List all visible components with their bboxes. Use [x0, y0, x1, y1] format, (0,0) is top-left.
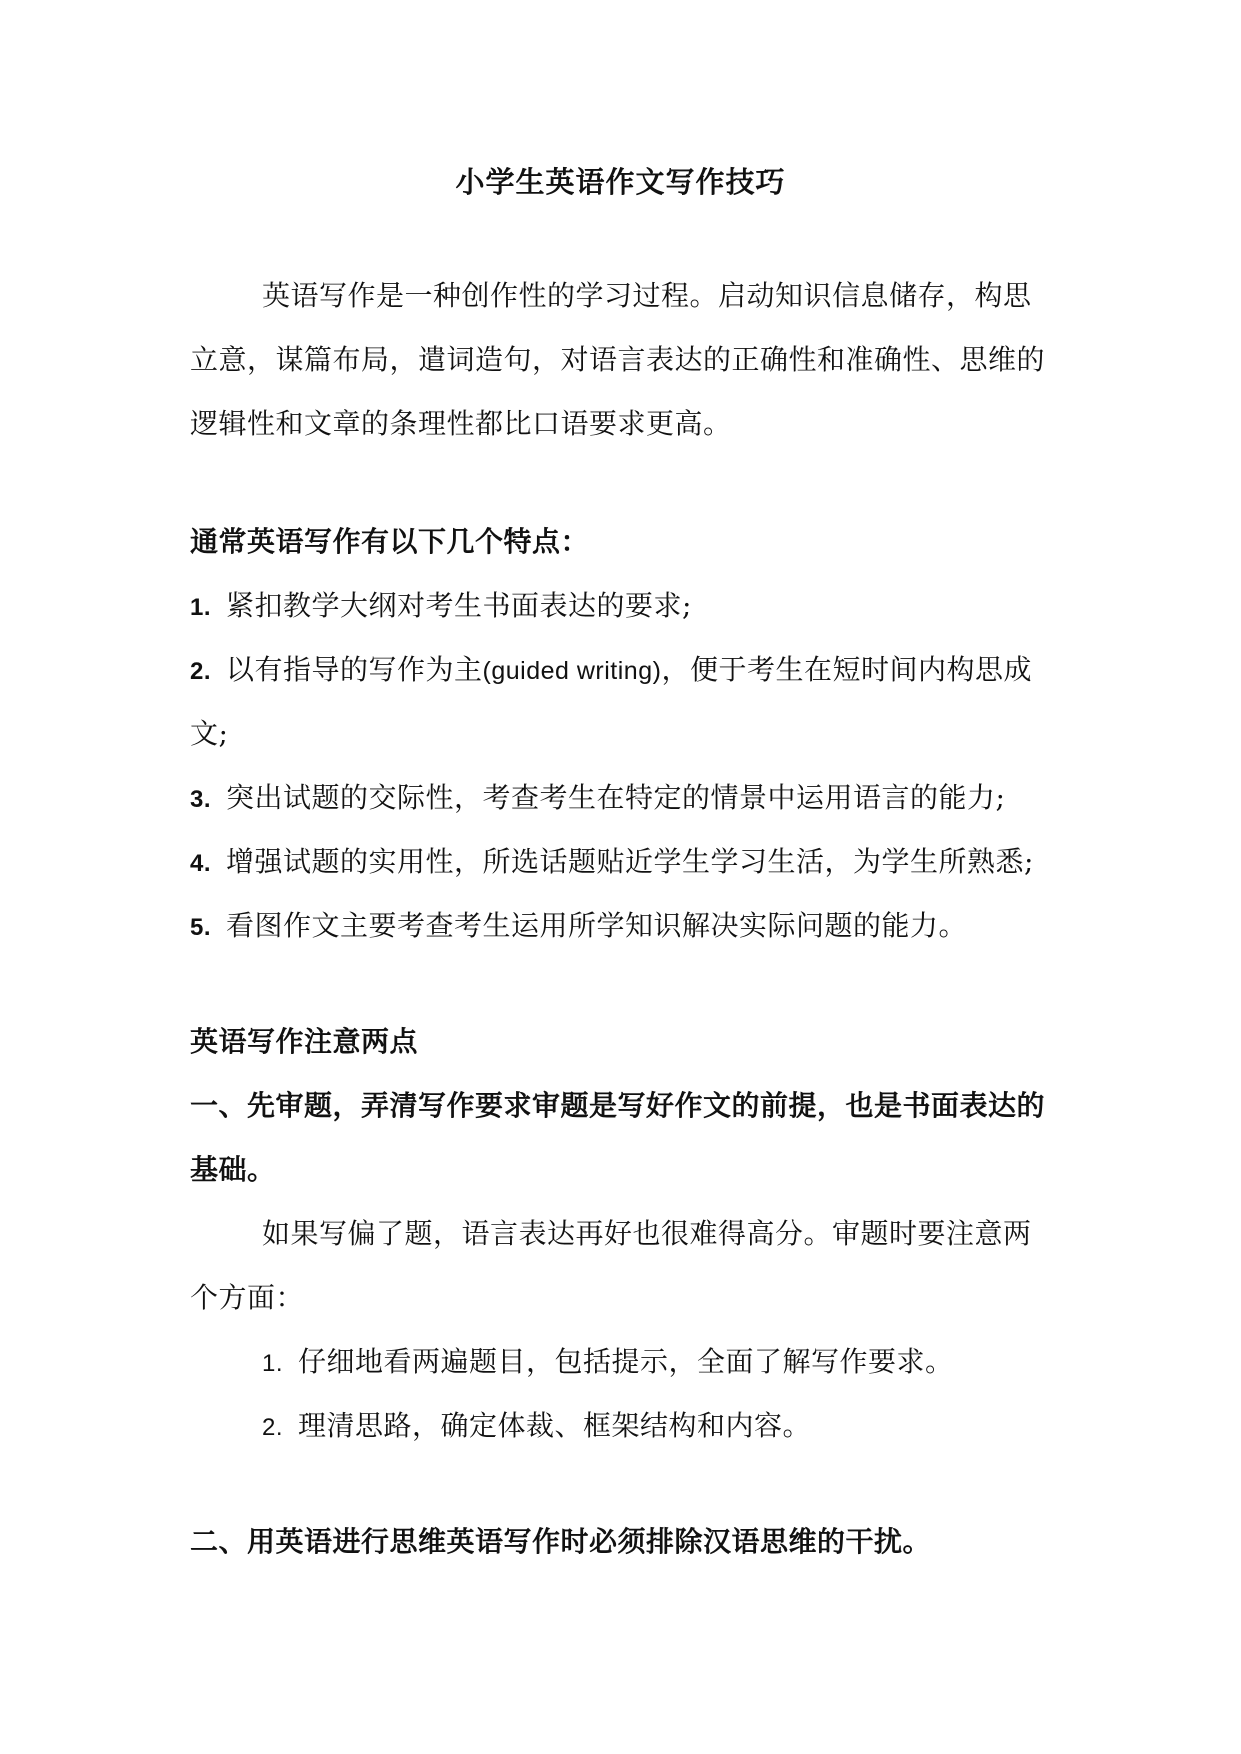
- feature-number: 2.: [190, 658, 212, 685]
- item-number: 1.: [262, 1350, 284, 1377]
- point-1-line-1: 一、先审题，弄清写作要求审题是写好作文的前提，也是书面表达的: [190, 1089, 1046, 1122]
- point-1-body-line-2: 个方面：: [190, 1281, 305, 1314]
- feature-item-2-cont: 文;: [190, 717, 229, 750]
- feature-item-4: [190, 842, 1070, 884]
- feature-text: 突出试题的交际性，考查考生在特定的情景中运用语言的能力;: [226, 781, 1006, 814]
- page-title: 小学生英语作文写作技巧: [455, 165, 786, 199]
- feature-text-b: ，便于考生在短时间内构思成: [661, 653, 1032, 686]
- feature-number: 1.: [190, 594, 212, 621]
- point-1-line-2: 基础。: [190, 1153, 276, 1186]
- item-text: 理清思路，确定体裁、框架结构和内容。: [298, 1409, 812, 1442]
- intro-line-2: 立意，谋篇布局，遣词造句，对语言表达的正确性和准确性、思维的: [190, 343, 1046, 376]
- point-1-item-2: [262, 1406, 1142, 1448]
- feature-text-a: 以有指导的写作为主: [226, 653, 483, 686]
- item-text: 仔细地看两遍题目，包括提示，全面了解写作要求。: [298, 1345, 954, 1378]
- feature-text: 看图作文主要考查考生运用所学知识解决实际问题的能力。: [226, 909, 968, 942]
- feature-item-1: [190, 586, 1070, 628]
- feature-text: 紧扣教学大纲对考生书面表达的要求;: [226, 589, 692, 622]
- point-1-item-1: [262, 1342, 1142, 1384]
- feature-text: 增强试题的实用性，所选话题贴近学生学习生活，为学生所熟悉;: [226, 845, 1034, 878]
- features-heading: 通常英语写作有以下几个特点：: [190, 525, 590, 558]
- item-number: 2.: [262, 1414, 284, 1441]
- point-1-body-line-1: 如果写偏了题，语言表达再好也很难得高分。审题时要注意两: [262, 1217, 1032, 1250]
- intro-line-3: 逻辑性和文章的条理性都比口语要求更高。: [190, 407, 732, 440]
- feature-number: 4.: [190, 850, 212, 877]
- intro-line-1: 英语写作是一种创作性的学习过程。启动知识信息储存，构思: [262, 279, 1032, 312]
- feature-text-latin: (guided writing): [482, 657, 662, 685]
- point-2-heading: 二、用英语进行思维英语写作时必须排除汉语思维的干扰。: [190, 1525, 932, 1558]
- feature-item-2: [190, 650, 1070, 692]
- notes-heading: 英语写作注意两点: [190, 1025, 419, 1058]
- feature-item-3: [190, 778, 1070, 820]
- feature-number: 3.: [190, 786, 212, 813]
- feature-item-5: [190, 906, 1070, 948]
- feature-number: 5.: [190, 914, 212, 941]
